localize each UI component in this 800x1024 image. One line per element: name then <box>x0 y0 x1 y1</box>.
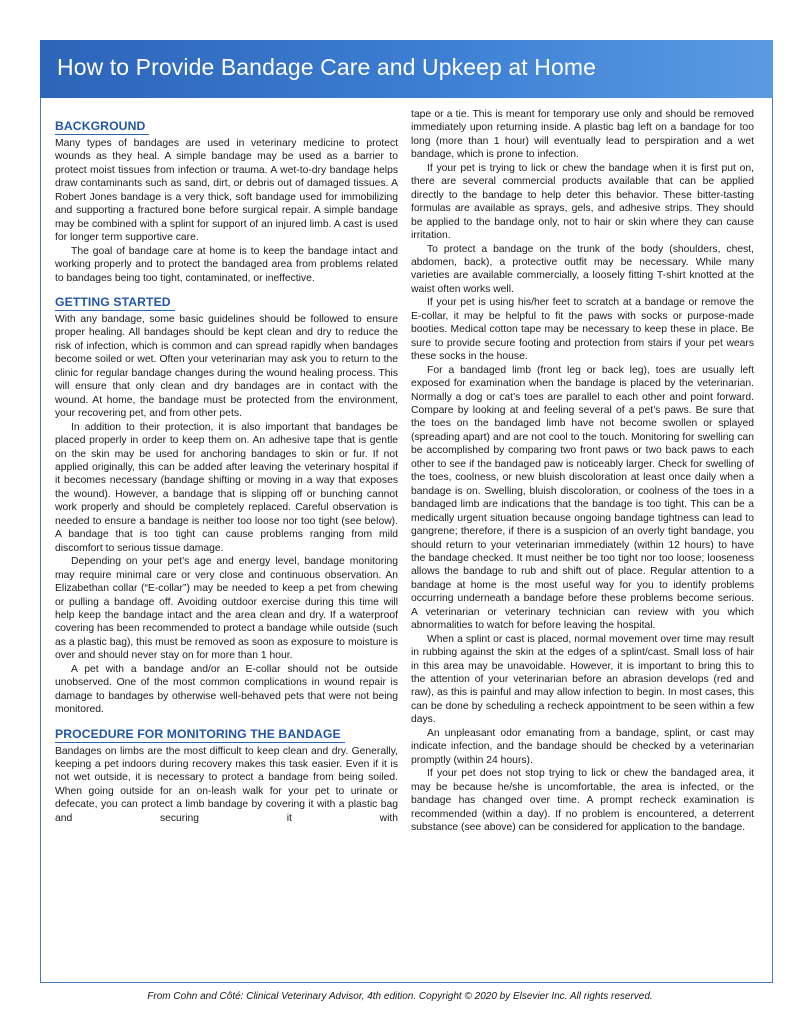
procedure-paragraph-5: For a bandaged limb (front leg or back leg), toes are usually left exposed for examination when the bandage is placed by the veterinarian. Normally a dog or cat’s toes are parallel to each other and point forward. Compare by looking at and feeling several of a pet’s paws. Be sure that the toes on the bandaged limb have not become swollen or splayed (spreading apart) and are not cool to the touch. Monitoring for swelling can be accomplished by comparing two front paws or two back paws to each other to see if the bandaged paw is noticeably larger. Check for swelling of the toes, coolness, or new bluish discoloration at least once daily when a bandage is on. Swelling, bluish discoloration, or coolness of the toes in a bandaged limb are indications that the bandage is too tight. This can be a medically urgent situation because ongoing bandage tightness can lead to gangrene; therefore, if there is a suspicion of an overly tight bandage, you should return to your veterinarian immediately (within 12 hours) to have the bandage checked. It must neither be too tight nor too loose; looseness allows the bandage to rub and shift out of place. Regular attention to a bandage at home is the most useful way for you to identify problems occurring underneath a bandage before these problems become serious. A veterinarian or veterinary technician can review with you which abnormalities to watch for before leaving the hospital. <box>411 364 754 632</box>
procedure-paragraph-4: If your pet is using his/her feet to scratch at a bandage or remove the E-collar, it may be helpful to fit the paws with socks or purpose-made booties. Medical cotton tape may be necessary to keep these in place. Be sure to provide secure footing and protection from stairs if your pet wears these socks in the house. <box>411 297 754 363</box>
background-paragraph-1: Many types of bandages are used in veterinary medicine to protect wounds as they heal. A simple bandage may be used as a barrier to protect moist tissues from infection or trauma. A wet-to-dry bandage helps draw contaminants such as sand, dirt, or debris out of damaged tissues. A Robert Jones bandage is a very thick, soft bandage used for immobilizing and supporting a fractured bone before surgical repair. A simple bandage may be combined with a splint for support of an injured limb. A cast is used for longer term supportive care. <box>55 138 398 244</box>
procedure-paragraph-8: If your pet does not stop trying to lick or chew the bandaged area, it may be because he/she is uncomfortable, the area is infected, or the bandage has changed over time. A prompt recheck examination is recommended (within a day). If no problem is encountered, a deterrent substance (see above) can be considered for application to the bandage. <box>411 768 754 834</box>
getting-started-paragraph-3: Depending on your pet’s age and energy level, bandage monitoring may require minimal care or very close and continuous observation. An Elizabethan collar (“E-collar”) may be needed to keep a pet from chewing or pulling a bandage off. Avoiding outdoor exercise during this time will help keep the bandage intact and the area clean and dry. If a waterproof covering has been recommended to protect a bandage while outside (such as a plastic bag), this must be removed as soon as exposure to moisture is over and should never stay on for more than 1 hour. <box>55 556 398 662</box>
background-heading: BACKGROUND <box>55 119 149 135</box>
background-heading-wrap <box>55 119 398 136</box>
getting-started-heading: GETTING STARTED <box>55 295 175 311</box>
title-bar <box>40 40 773 98</box>
procedure-paragraph-1-continued: tape or a tie. This is meant for temporary use only and should be removed immediately upon returning inside. A plastic bag left on a bandage for too long (more than 1 hour) will eventually lead to perspiration and a wet bandage, which is prone to infection. <box>411 109 754 161</box>
getting-started-paragraph-1: With any bandage, some basic guidelines should be followed to ensure proper healing. All bandages should be kept clean and dry to reduce the risk of infection, which is common and can spread rapidly when bandages become soiled or wet. Often your veterinarian may ask you to return to the clinic for regular bandage changes during the wound healing process. This will ensure that only clean and dry bandages are in contact with the wound. At home, the bandage must be protected from the environment, your recovering pet, and from other pets. <box>55 313 398 420</box>
left-column <box>55 119 398 825</box>
procedure-paragraph-7: An unpleasant odor emanating from a bandage, splint, or cast may indicate infection, and the bandage should be checked by a veterinarian promptly (within 24 hours). <box>411 727 754 766</box>
procedure-paragraph-6: When a splint or cast is placed, normal movement over time may result in rubbing against the skin at the edges of a splint/cast. Small loss of hair in this area may be unavoidable. However, it is important to bring this to the attention of your veterinarian before an abrasion develops (red and raw), as this is painful and may allow infection to begin. In most cases, this can be done by scheduling a recheck appointment to be seen within a few days. <box>411 633 754 726</box>
getting-started-paragraph-2: In addition to their protection, it is also important that bandages be placed properly in order to keep them on. An adhesive tape that is gentle on the skin may be used for anchoring bandages to skin or fur. If not applied originally, this can be added after leaving the veterinary hospital if it becomes necessary (bandage shifting or moving in a way that exposes the wound). However, a bandage that is slipping off or bunching cannot work properly and should be completely replaced. Careful observation is needed to ensure a bandage is neither too loose nor too tight (see below). A bandage that is too tight can cause problems ranging from mild discomfort to serious tissue damage. <box>55 421 398 554</box>
procedure-heading: PROCEDURE FOR MONITORING THE BANDAGE <box>55 727 345 743</box>
page-title: How to Provide Bandage Care and Upkeep at Home <box>57 54 597 80</box>
procedure-paragraph-3: To protect a bandage on the trunk of the body (shoulders, chest, abdomen, back), a protective outfit may be necessary. While many varieties are available commercially, a loosely fitting T-shirt knotted at the waist often works well. <box>411 243 754 295</box>
getting-started-heading-wrap <box>55 295 398 312</box>
procedure-heading-wrap <box>55 727 398 744</box>
getting-started-paragraph-4: A pet with a bandage and/or an E-collar should not be outside unobserved. One of the most common complications in wound repair is damage to bandages by otherwise well-behaved pets that were not being monitored. <box>55 663 398 716</box>
background-paragraph-2: The goal of bandage care at home is to keep the bandage intact and working properly and to protect the bandaged area from problems related to bandages being too tight, contaminated, or ineffective. <box>55 245 398 284</box>
right-column <box>411 108 754 834</box>
procedure-paragraph-2: If your pet is trying to lick or chew the bandage when it is first put on, there are several commercial products available that can be applied directly to the bandage to help deter this behavior. These bitter-tasting formulas are available as sprays, gels, and adhesive strips. They should be applied to the bandage only, not to hair or skin where they can cause irritation. <box>411 162 754 242</box>
procedure-paragraph-1: Bandages on limbs are the most difficult to keep clean and dry. Generally, keeping a pet indoors during recovery makes this task easier. Even if it is not wet outside, it is necessary to protect a bandage from being soiled. When going outside for an on-leash walk for your pet to urinate or defecate, you can protect a limb bandage by covering it with a plastic bag and securing it with <box>55 745 398 824</box>
copyright-footer: From Cohn and Côté: Clinical Veterinary Advisor, 4th edition. Copyright © 2020 by Elsevier Inc. All rights reserved. <box>147 991 653 1002</box>
